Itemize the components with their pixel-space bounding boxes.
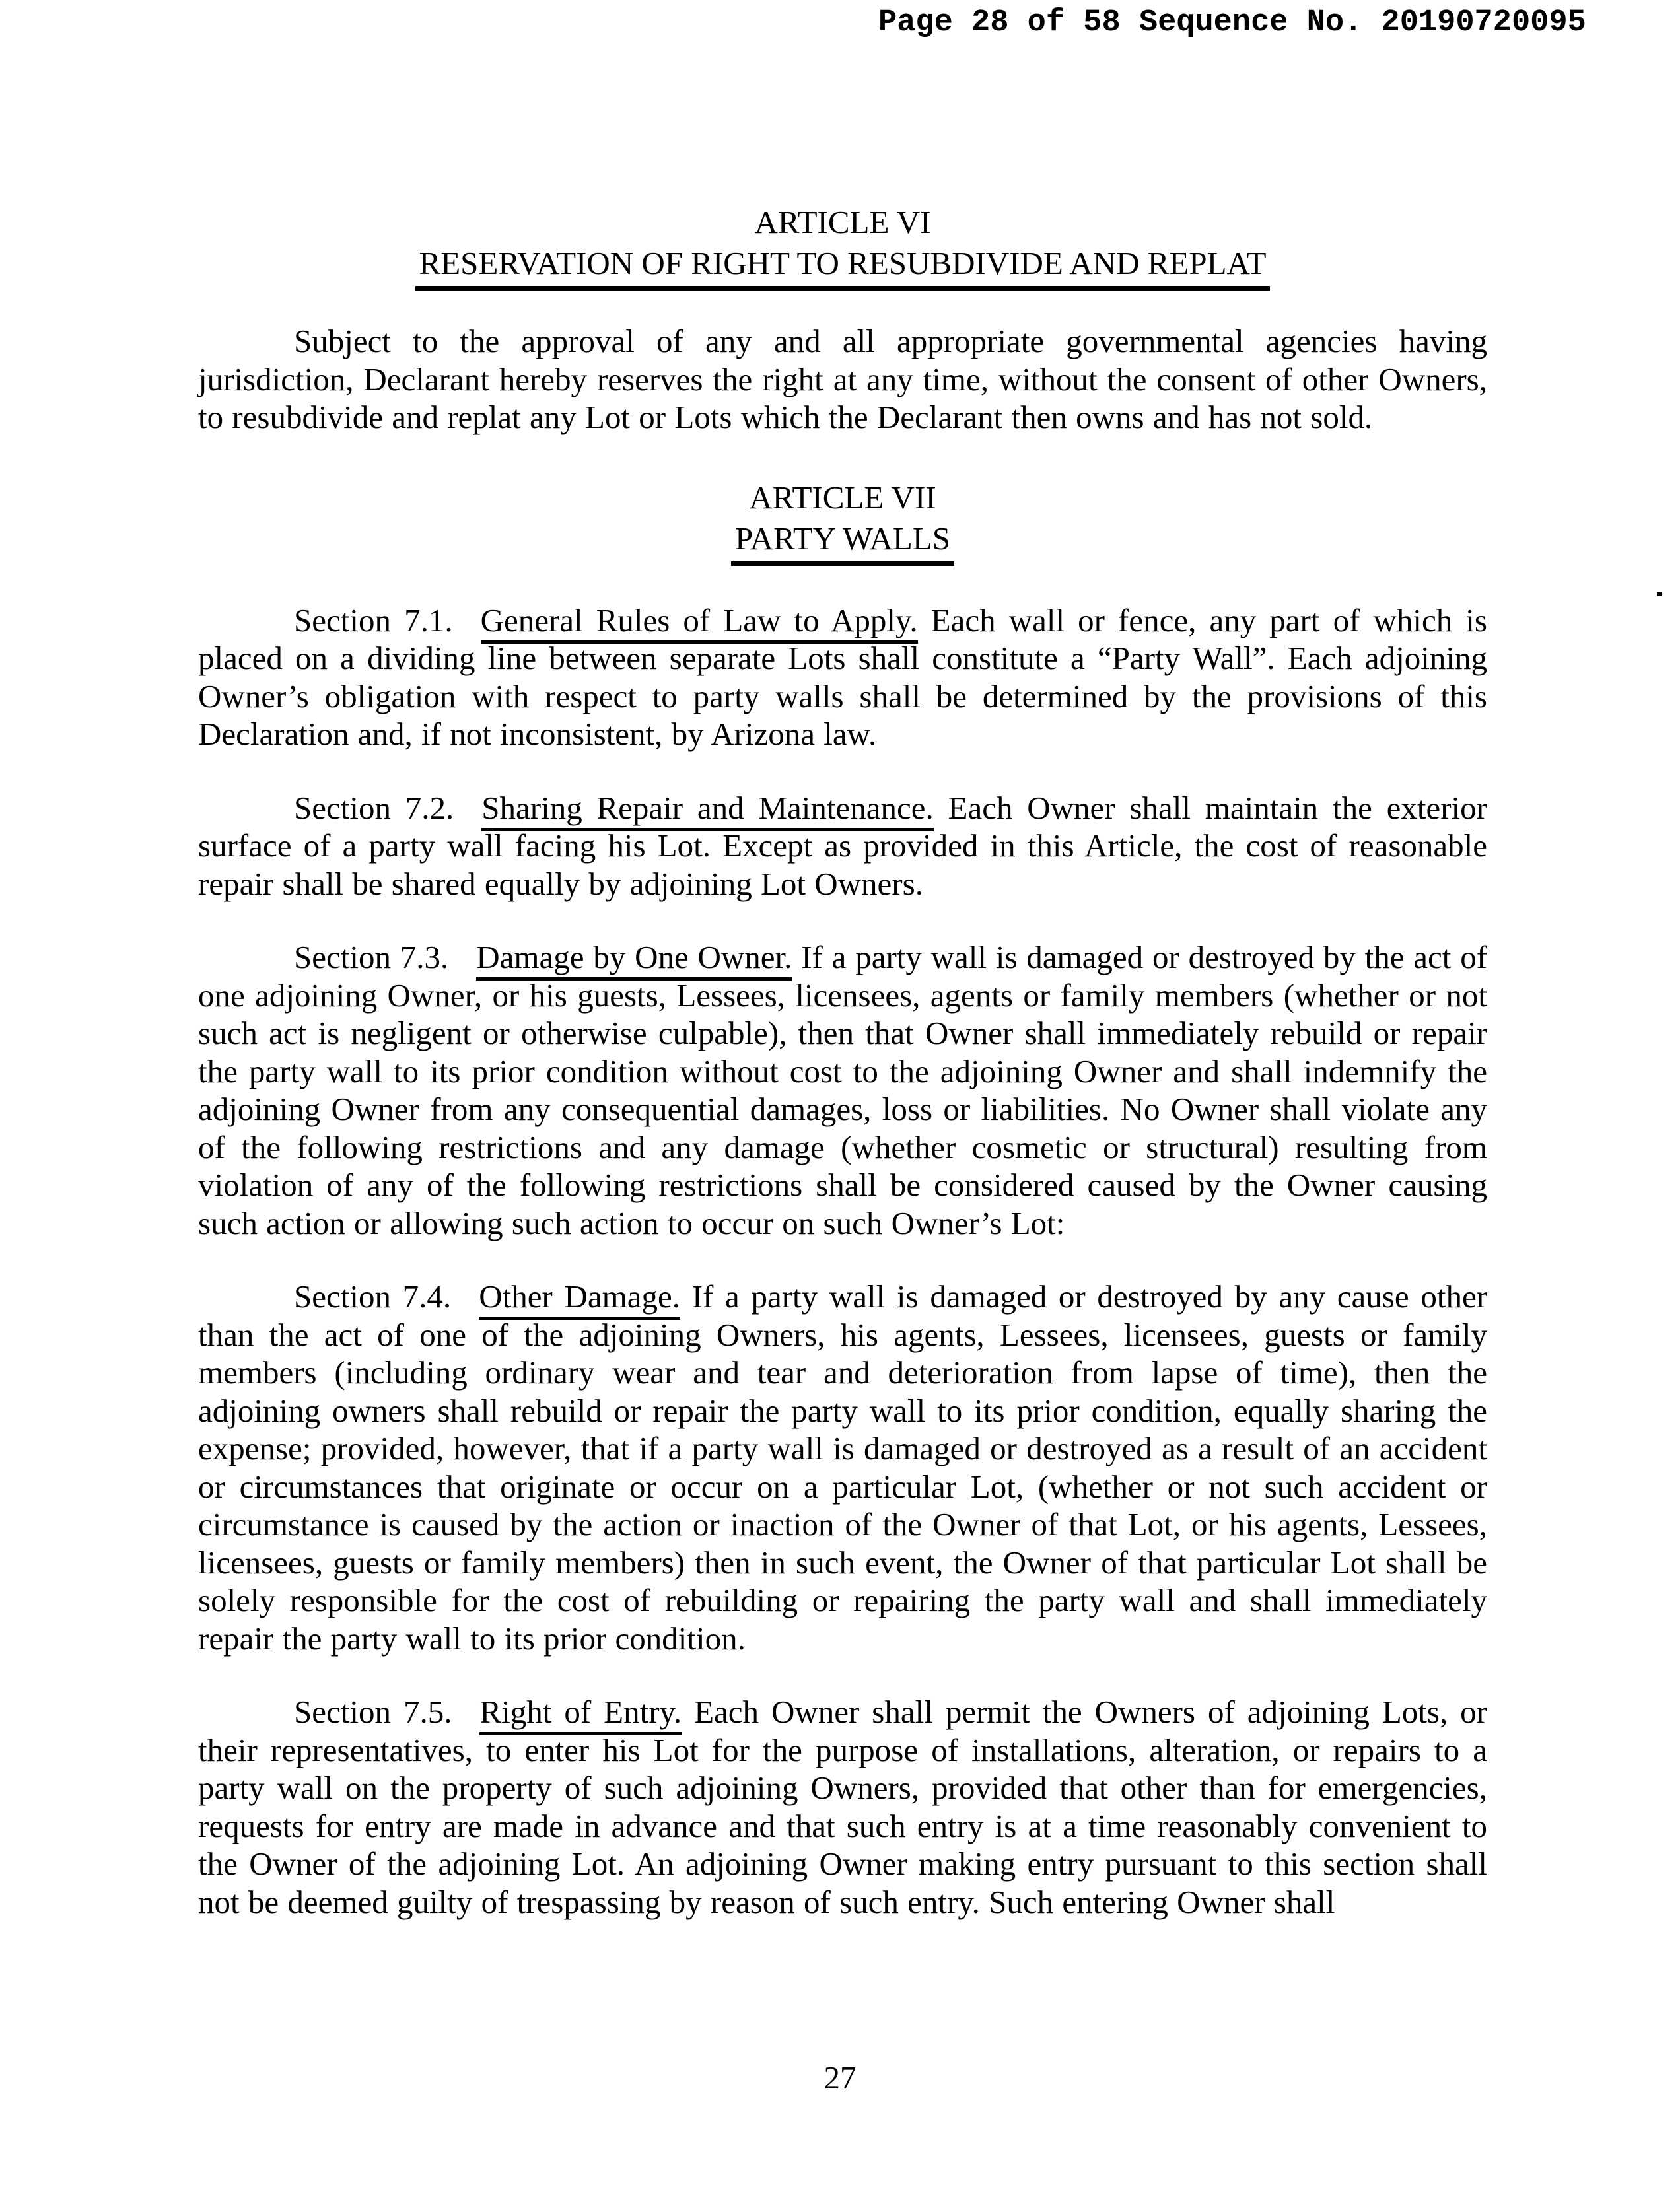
section-7-2-title: Sharing Repair and Maintenance. (481, 790, 933, 831)
document-content (198, 0, 1487, 1921)
article-vii-title (198, 520, 1487, 566)
section-7-4-body: If a party wall is damaged or destroyed by any cause other than the act of one of the adjoining Owners, his agents, Lessees, licensees, guests or family members (including ordinary wear and tear and deterioration from lapse of time), then the adjoining owners shall rebuild or repair the party wall to its prior condition, equally sharing the expense; provided, however, that if a party wall is damaged or destroyed as a result of an accident or circumstances that originate or occur on a particular Lot, (whether or not such accident or circumstance is caused by the action or inaction of the Owner of that Lot, or his agents, Lessees, licensees, guests or family members) then in such event, the Owner of that particular Lot shall be solely responsible for the cost of rebuilding or repairing the party wall and shall immediately repair the party wall to its prior condition. (198, 1278, 1488, 1657)
section-7-3-paragraph (198, 938, 1487, 1242)
article-vii-title-text: PARTY WALLS (731, 520, 954, 566)
article-vi-title (198, 244, 1487, 291)
section-7-1-label: Section 7.1. (294, 602, 453, 638)
article-vi-title-text: RESERVATION OF RIGHT TO RESUBDIVIDE AND REPLAT (415, 244, 1271, 291)
section-7-5-title: Right of Entry. (479, 1694, 682, 1735)
section-7-2-paragraph (198, 789, 1487, 903)
section-7-5-label: Section 7.5. (294, 1694, 452, 1730)
article-vii-heading: ARTICLE VII (749, 479, 936, 516)
section-7-1-paragraph (198, 602, 1487, 753)
recorder-stamp-header: Page 28 of 58 Sequence No. 20190720095 (878, 5, 1586, 40)
section-7-4-label: Section 7.4. (294, 1278, 452, 1315)
section-7-3-label: Section 7.3. (294, 939, 449, 975)
article-vi-paragraph: Subject to the approval of any and all appropriate governmental agencies having jurisdiction, Declarant hereby reserves the right at any time, without the consent of other Owners, to resubdivide and replat any Lot or Lots which the Declarant then owns and has not sold. (198, 323, 1487, 435)
section-7-5-paragraph (198, 1693, 1487, 1921)
section-7-1-title: General Rules of Law to Apply. (481, 602, 918, 644)
section-7-5-body: Each Owner shall permit the Owners of adjoining Lots, or their representatives, to enter his Lot for the purpose of installations, alteration, or repairs to a party wall on the property of such adjoining Owners, provided that other than for emergencies, requests for entry are made in advance and that such entry is at a time reasonably convenient to the Owner of the adjoining Lot. An adjoining Owner making entry pursuant to this section shall not be deemed guilty of trespassing by reason of such entry. Such entering Owner shall (198, 1694, 1487, 1920)
section-7-4-title: Other Damage. (479, 1278, 680, 1320)
section-7-2-body: Each Owner shall maintain the exterior surface of a party wall facing his Lot. Except as provided in this Article, the cost of reasonable repair shall be shared equally by adjoining Lot Owners. (198, 789, 1487, 902)
page-number: 27 (823, 2059, 857, 2096)
section-7-4-paragraph (198, 1278, 1487, 1657)
section-7-3-title: Damage by One Owner. (476, 939, 792, 981)
scan-artifact-dot (1657, 592, 1662, 596)
section-7-2-label: Section 7.2. (294, 789, 454, 826)
article-vi-heading: ARTICLE VI (754, 204, 931, 240)
section-7-3-body: If a party wall is damaged or destroyed by the act of one adjoining Owner, or his guests, Lessees, licensees, agents or family members (whether or not such act is negligent or otherwise culpable), then that Owner shall immediately rebuild or repair the party wall to its prior condition without cost to the adjoining Owner and shall indemnify the adjoining Owner from any consequential damages, loss or liabilities. No Owner shall violate any of the following restrictions and any damage (whether cosmetic or structural) resulting from violation of any of the following restrictions shall be considered caused by the Owner causing such action or allowing such action to occur on such Owner’s Lot: (198, 939, 1488, 1241)
section-7-1-body: Each wall or fence, any part of which is placed on a dividing line between separate Lots shall constitute a “Party Wall”. Each adjoining Owner’s obligation with respect to party walls shall be determined by the provisions of this Declaration and, if not inconsistent, by Arizona law. (198, 602, 1487, 752)
